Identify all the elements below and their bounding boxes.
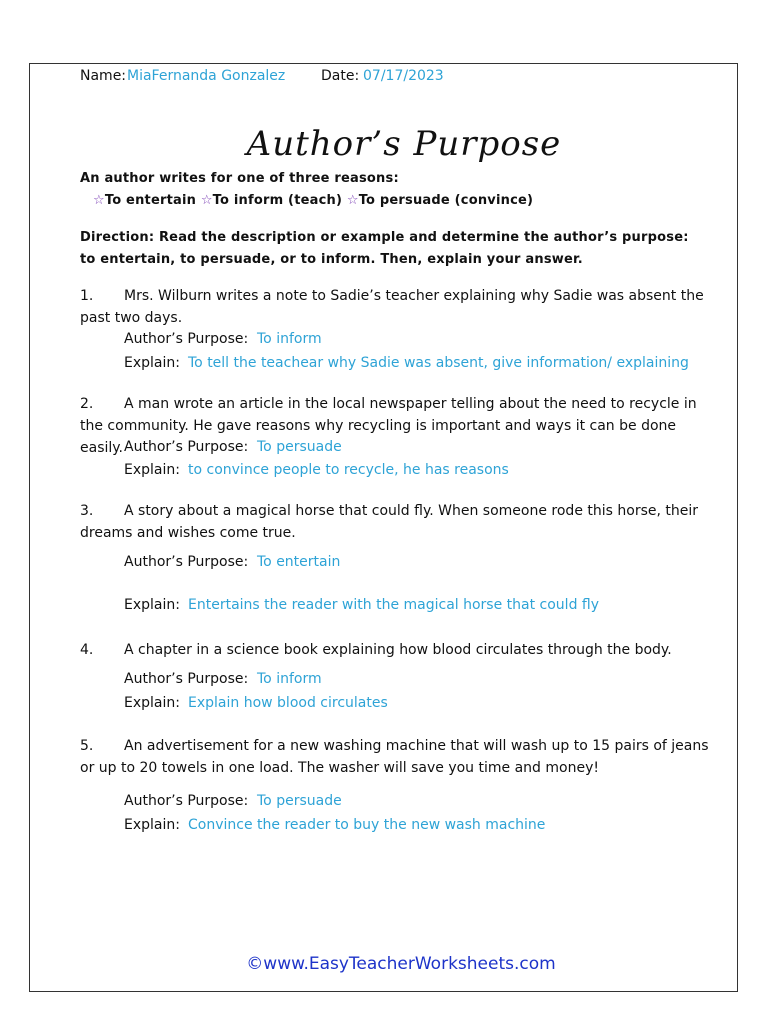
- purpose-answer-5: To persuade: [257, 793, 342, 809]
- question-4: 4. A chapter in a science book explaining how blood circulates through the body.: [80, 642, 672, 658]
- purpose-answer-3: To entertain: [257, 554, 341, 570]
- purpose-label: Author’s Purpose:: [124, 439, 249, 455]
- explain-answer-2: to convince people to recycle, he has reasons: [188, 462, 509, 478]
- star-icon: ☆: [346, 193, 359, 208]
- question-5: 5. An advertisement for a new washing machine that will wash up to 15 pairs of jeans or up to 20 towels in one load. The washer will save you time and money!: [80, 738, 709, 776]
- purpose-answer-1: To inform: [257, 331, 322, 347]
- explain-answer-5: Convince the reader to buy the new wash machine: [188, 817, 546, 833]
- purpose-label: Author’s Purpose:: [124, 671, 249, 687]
- question-3: 3. A story about a magical horse that could fly. When someone rode this horse, their dreams and wishes come true.: [80, 503, 698, 541]
- intro-line: An author writes for one of three reasons:: [80, 171, 399, 186]
- explain-label: Explain:: [124, 355, 180, 371]
- explain-label: Explain:: [124, 597, 180, 613]
- explain-answer-3: Entertains the reader with the magical horse that could fly: [188, 597, 600, 613]
- explain-label: Explain:: [124, 462, 180, 478]
- page-title: Author’s Purpose: [246, 124, 562, 164]
- purpose-answer-4: To inform: [257, 671, 322, 687]
- star-icon: ☆: [200, 193, 213, 208]
- explain-answer-1: To tell the teachear why Sadie was absent, give information/ explaining: [188, 355, 689, 371]
- purpose-answer-2: To persuade: [257, 439, 342, 455]
- reason-inform: To inform (teach): [212, 193, 343, 208]
- explain-label: Explain:: [124, 695, 180, 711]
- reason-persuade: To persuade (convince): [358, 193, 534, 208]
- explain-label: Explain:: [124, 817, 180, 833]
- reason-entertain: To entertain: [104, 193, 197, 208]
- date-value: 07/17/2023: [363, 68, 444, 84]
- name-label: Name:: [80, 68, 127, 84]
- direction-line-2: to entertain, to persuade, or to inform. Then, explain your answer.: [80, 252, 583, 267]
- question-1: 1. Mrs. Wilburn writes a note to Sadie’s teacher explaining why Sadie was absent the past two days.: [80, 288, 704, 326]
- star-icon: ☆: [93, 193, 105, 208]
- purpose-label: Author’s Purpose:: [124, 793, 249, 809]
- date-label: Date:: [321, 68, 360, 84]
- purpose-label: Author’s Purpose:: [124, 331, 249, 347]
- purpose-label: Author’s Purpose:: [124, 554, 249, 570]
- footer-link[interactable]: ©www.EasyTeacherWorksheets.com: [246, 954, 556, 974]
- question-2: 2. A man wrote an article in the local newspaper telling about the need to recycle in the community. He gave reasons why recycling is important and ways it can be done easily.: [80, 396, 697, 456]
- direction-line-1: Direction: Read the description or example and determine the author’s purpose:: [80, 230, 689, 245]
- explain-answer-4: Explain how blood circulates: [188, 695, 388, 711]
- reasons-list: [93, 193, 533, 208]
- name-value: MiaFernanda Gonzalez: [127, 68, 286, 84]
